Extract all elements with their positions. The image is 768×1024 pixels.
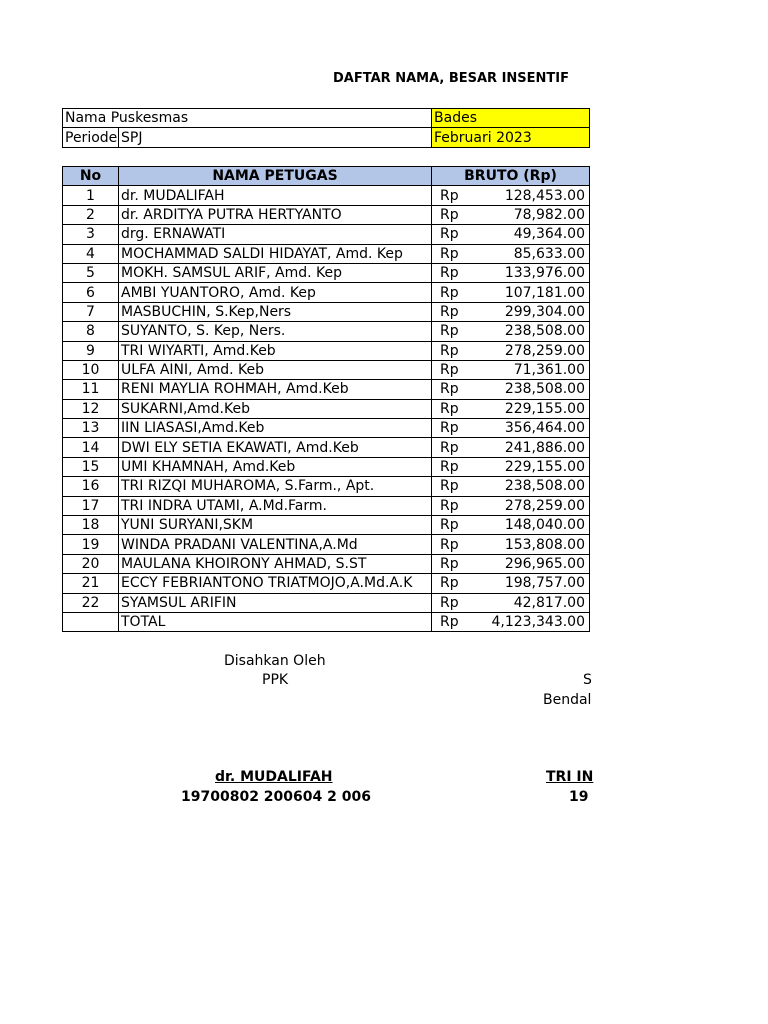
table-row [63, 322, 590, 341]
info-table [62, 108, 590, 148]
row-name[interactable]: AMBI YUANTORO, Amd. Kep [119, 283, 432, 302]
row-name[interactable]: DWI ELY SETIA EKAWATI, Amd.Keb [119, 438, 432, 457]
row-no[interactable]: 12 [63, 399, 119, 418]
table-row [63, 205, 590, 224]
header-no[interactable]: No [63, 167, 119, 186]
periode-sub[interactable]: SPJ [119, 128, 432, 147]
row-name[interactable]: TRI WIYARTI, Amd.Keb [119, 341, 432, 360]
sign-left-line2: PPK [262, 672, 289, 688]
row-name[interactable]: TRI RIZQI MUHAROMA, S.Farm., Apt. [119, 477, 432, 496]
row-currency[interactable]: Rp [432, 360, 470, 379]
row-name[interactable]: RENI MAYLIA ROHMAH, Amd.Keb [119, 380, 432, 399]
row-currency[interactable]: Rp [432, 438, 470, 457]
row-currency[interactable]: Rp [432, 186, 470, 205]
row-name[interactable]: MASBUCHIN, S.Kep,Ners [119, 302, 432, 321]
table-row [63, 574, 590, 593]
row-name[interactable]: drg. ERNAWATI [119, 225, 432, 244]
row-amount[interactable]: 85,633.00 [470, 244, 590, 263]
row-no[interactable]: 22 [63, 593, 119, 612]
row-amount[interactable]: 238,508.00 [470, 477, 590, 496]
row-amount[interactable]: 229,155.00 [470, 457, 590, 476]
row-name[interactable]: WINDA PRADANI VALENTINA,A.Md [119, 535, 432, 554]
row-name[interactable]: SYAMSUL ARIFIN [119, 593, 432, 612]
row-no[interactable]: 17 [63, 496, 119, 515]
table-header-row [63, 167, 590, 186]
row-currency[interactable]: Rp [432, 457, 470, 476]
row-no[interactable]: 19 [63, 535, 119, 554]
row-name[interactable]: MOCHAMMAD SALDI HIDAYAT, Amd. Kep [119, 244, 432, 263]
row-no[interactable]: 15 [63, 457, 119, 476]
total-currency[interactable]: Rp [432, 612, 470, 631]
table-row [63, 496, 590, 515]
row-no[interactable]: 14 [63, 438, 119, 457]
row-no[interactable]: 1 [63, 186, 119, 205]
row-currency[interactable]: Rp [432, 322, 470, 341]
row-name[interactable]: ULFA AINI, Amd. Keb [119, 360, 432, 379]
row-name[interactable]: MOKH. SAMSUL ARIF, Amd. Kep [119, 263, 432, 282]
table-row [63, 457, 590, 476]
row-no[interactable]: 11 [63, 380, 119, 399]
row-no[interactable]: 10 [63, 360, 119, 379]
row-amount[interactable]: 153,808.00 [470, 535, 590, 554]
table-row [63, 244, 590, 263]
row-no[interactable]: 8 [63, 322, 119, 341]
table-row [63, 283, 590, 302]
row-no[interactable]: 2 [63, 205, 119, 224]
row-currency[interactable]: Rp [432, 399, 470, 418]
row-amount[interactable]: 238,508.00 [470, 322, 590, 341]
incentive-table [62, 166, 590, 632]
sign-left-line1: Disahkan Oleh [224, 653, 326, 669]
row-name[interactable]: UMI KHAMNAH, Amd.Keb [119, 457, 432, 476]
sign-right-line2: Bendal [543, 692, 592, 708]
row-amount[interactable]: 71,361.00 [470, 360, 590, 379]
table-row [63, 360, 590, 379]
table-row [63, 186, 590, 205]
table-row [63, 438, 590, 457]
row-amount[interactable]: 133,976.00 [470, 263, 590, 282]
table-row [63, 302, 590, 321]
total-label[interactable]: TOTAL [119, 612, 432, 631]
row-currency[interactable]: Rp [432, 574, 470, 593]
row-amount[interactable]: 296,965.00 [470, 554, 590, 573]
row-name[interactable]: SUKARNI,Amd.Keb [119, 399, 432, 418]
row-amount[interactable]: 198,757.00 [470, 574, 590, 593]
row-currency[interactable]: Rp [432, 554, 470, 573]
row-no[interactable]: 3 [63, 225, 119, 244]
row-name[interactable]: IIN LIASASI,Amd.Keb [119, 419, 432, 438]
table-row [63, 341, 590, 360]
sign-left-nip: 19700802 200604 2 006 [181, 789, 371, 805]
row-currency[interactable]: Rp [432, 263, 470, 282]
row-no[interactable]: 21 [63, 574, 119, 593]
row-amount[interactable]: 278,259.00 [470, 341, 590, 360]
row-no[interactable]: 6 [63, 283, 119, 302]
header-nama[interactable]: NAMA PETUGAS [119, 167, 432, 186]
row-currency[interactable]: Rp [432, 244, 470, 263]
row-amount[interactable]: 107,181.00 [470, 283, 590, 302]
row-currency[interactable]: Rp [432, 593, 470, 612]
table-row [63, 516, 590, 535]
table-row [63, 535, 590, 554]
table-row [63, 399, 590, 418]
sign-left-name: dr. MUDALIFAH [215, 769, 333, 785]
puskesmas-value[interactable]: Bades [432, 109, 590, 128]
row-amount[interactable]: 42,817.00 [470, 593, 590, 612]
row-no[interactable]: 7 [63, 302, 119, 321]
row-amount[interactable]: 49,364.00 [470, 225, 590, 244]
sign-right-name: TRI IN [546, 769, 594, 785]
row-name[interactable]: TRI INDRA UTAMI, A.Md.Farm. [119, 496, 432, 515]
row-currency[interactable]: Rp [432, 302, 470, 321]
row-amount[interactable]: 229,155.00 [470, 399, 590, 418]
row-currency[interactable]: Rp [432, 341, 470, 360]
total-row [63, 612, 590, 631]
table-row [63, 225, 590, 244]
table-body [63, 186, 590, 613]
row-name[interactable]: YUNI SURYANI,SKM [119, 516, 432, 535]
row-no[interactable]: 5 [63, 263, 119, 282]
sign-right-nip: 19 [569, 789, 589, 805]
total-no-cell[interactable] [63, 612, 119, 631]
row-currency[interactable]: Rp [432, 496, 470, 515]
row-currency[interactable]: Rp [432, 516, 470, 535]
row-amount[interactable]: 78,982.00 [470, 205, 590, 224]
row-amount[interactable]: 128,453.00 [470, 186, 590, 205]
row-no[interactable]: 4 [63, 244, 119, 263]
row-currency[interactable]: Rp [432, 477, 470, 496]
row-amount[interactable]: 278,259.00 [470, 496, 590, 515]
row-name[interactable]: MAULANA KHOIRONY AHMAD, S.ST [119, 554, 432, 573]
info-row-periode [63, 128, 590, 147]
sign-right-line1: S [583, 672, 592, 688]
row-name[interactable]: dr. MUDALIFAH [119, 186, 432, 205]
table-row [63, 263, 590, 282]
document-title: DAFTAR NAMA, BESAR INSENTIF [333, 71, 570, 86]
row-no[interactable]: 16 [63, 477, 119, 496]
row-currency[interactable]: Rp [432, 205, 470, 224]
table-row [63, 419, 590, 438]
row-name[interactable]: dr. ARDITYA PUTRA HERTYANTO [119, 205, 432, 224]
row-currency[interactable]: Rp [432, 535, 470, 554]
periode-value[interactable]: Februari 2023 [432, 128, 590, 147]
row-currency[interactable]: Rp [432, 419, 470, 438]
row-currency[interactable]: Rp [432, 225, 470, 244]
total-amount[interactable]: 4,123,343.00 [470, 612, 590, 631]
puskesmas-label[interactable]: Nama Puskesmas [63, 109, 432, 128]
row-no[interactable]: 9 [63, 341, 119, 360]
row-name[interactable]: ECCY FEBRIANTONO TRIATMOJO,A.Md.A.K [119, 574, 432, 593]
table-row [63, 477, 590, 496]
row-no[interactable]: 13 [63, 419, 119, 438]
info-row-puskesmas [63, 109, 590, 128]
table-row [63, 554, 590, 573]
header-bruto[interactable]: BRUTO (Rp) [432, 167, 590, 186]
row-no[interactable]: 20 [63, 554, 119, 573]
row-amount[interactable]: 238,508.00 [470, 380, 590, 399]
periode-label[interactable]: Periode [63, 128, 119, 147]
row-currency[interactable]: Rp [432, 283, 470, 302]
row-amount[interactable]: 241,886.00 [470, 438, 590, 457]
table-row [63, 380, 590, 399]
row-amount[interactable]: 299,304.00 [470, 302, 590, 321]
row-amount[interactable]: 148,040.00 [470, 516, 590, 535]
row-name[interactable]: SUYANTO, S. Kep, Ners. [119, 322, 432, 341]
row-currency[interactable]: Rp [432, 380, 470, 399]
table-row [63, 593, 590, 612]
row-amount[interactable]: 356,464.00 [470, 419, 590, 438]
row-no[interactable]: 18 [63, 516, 119, 535]
